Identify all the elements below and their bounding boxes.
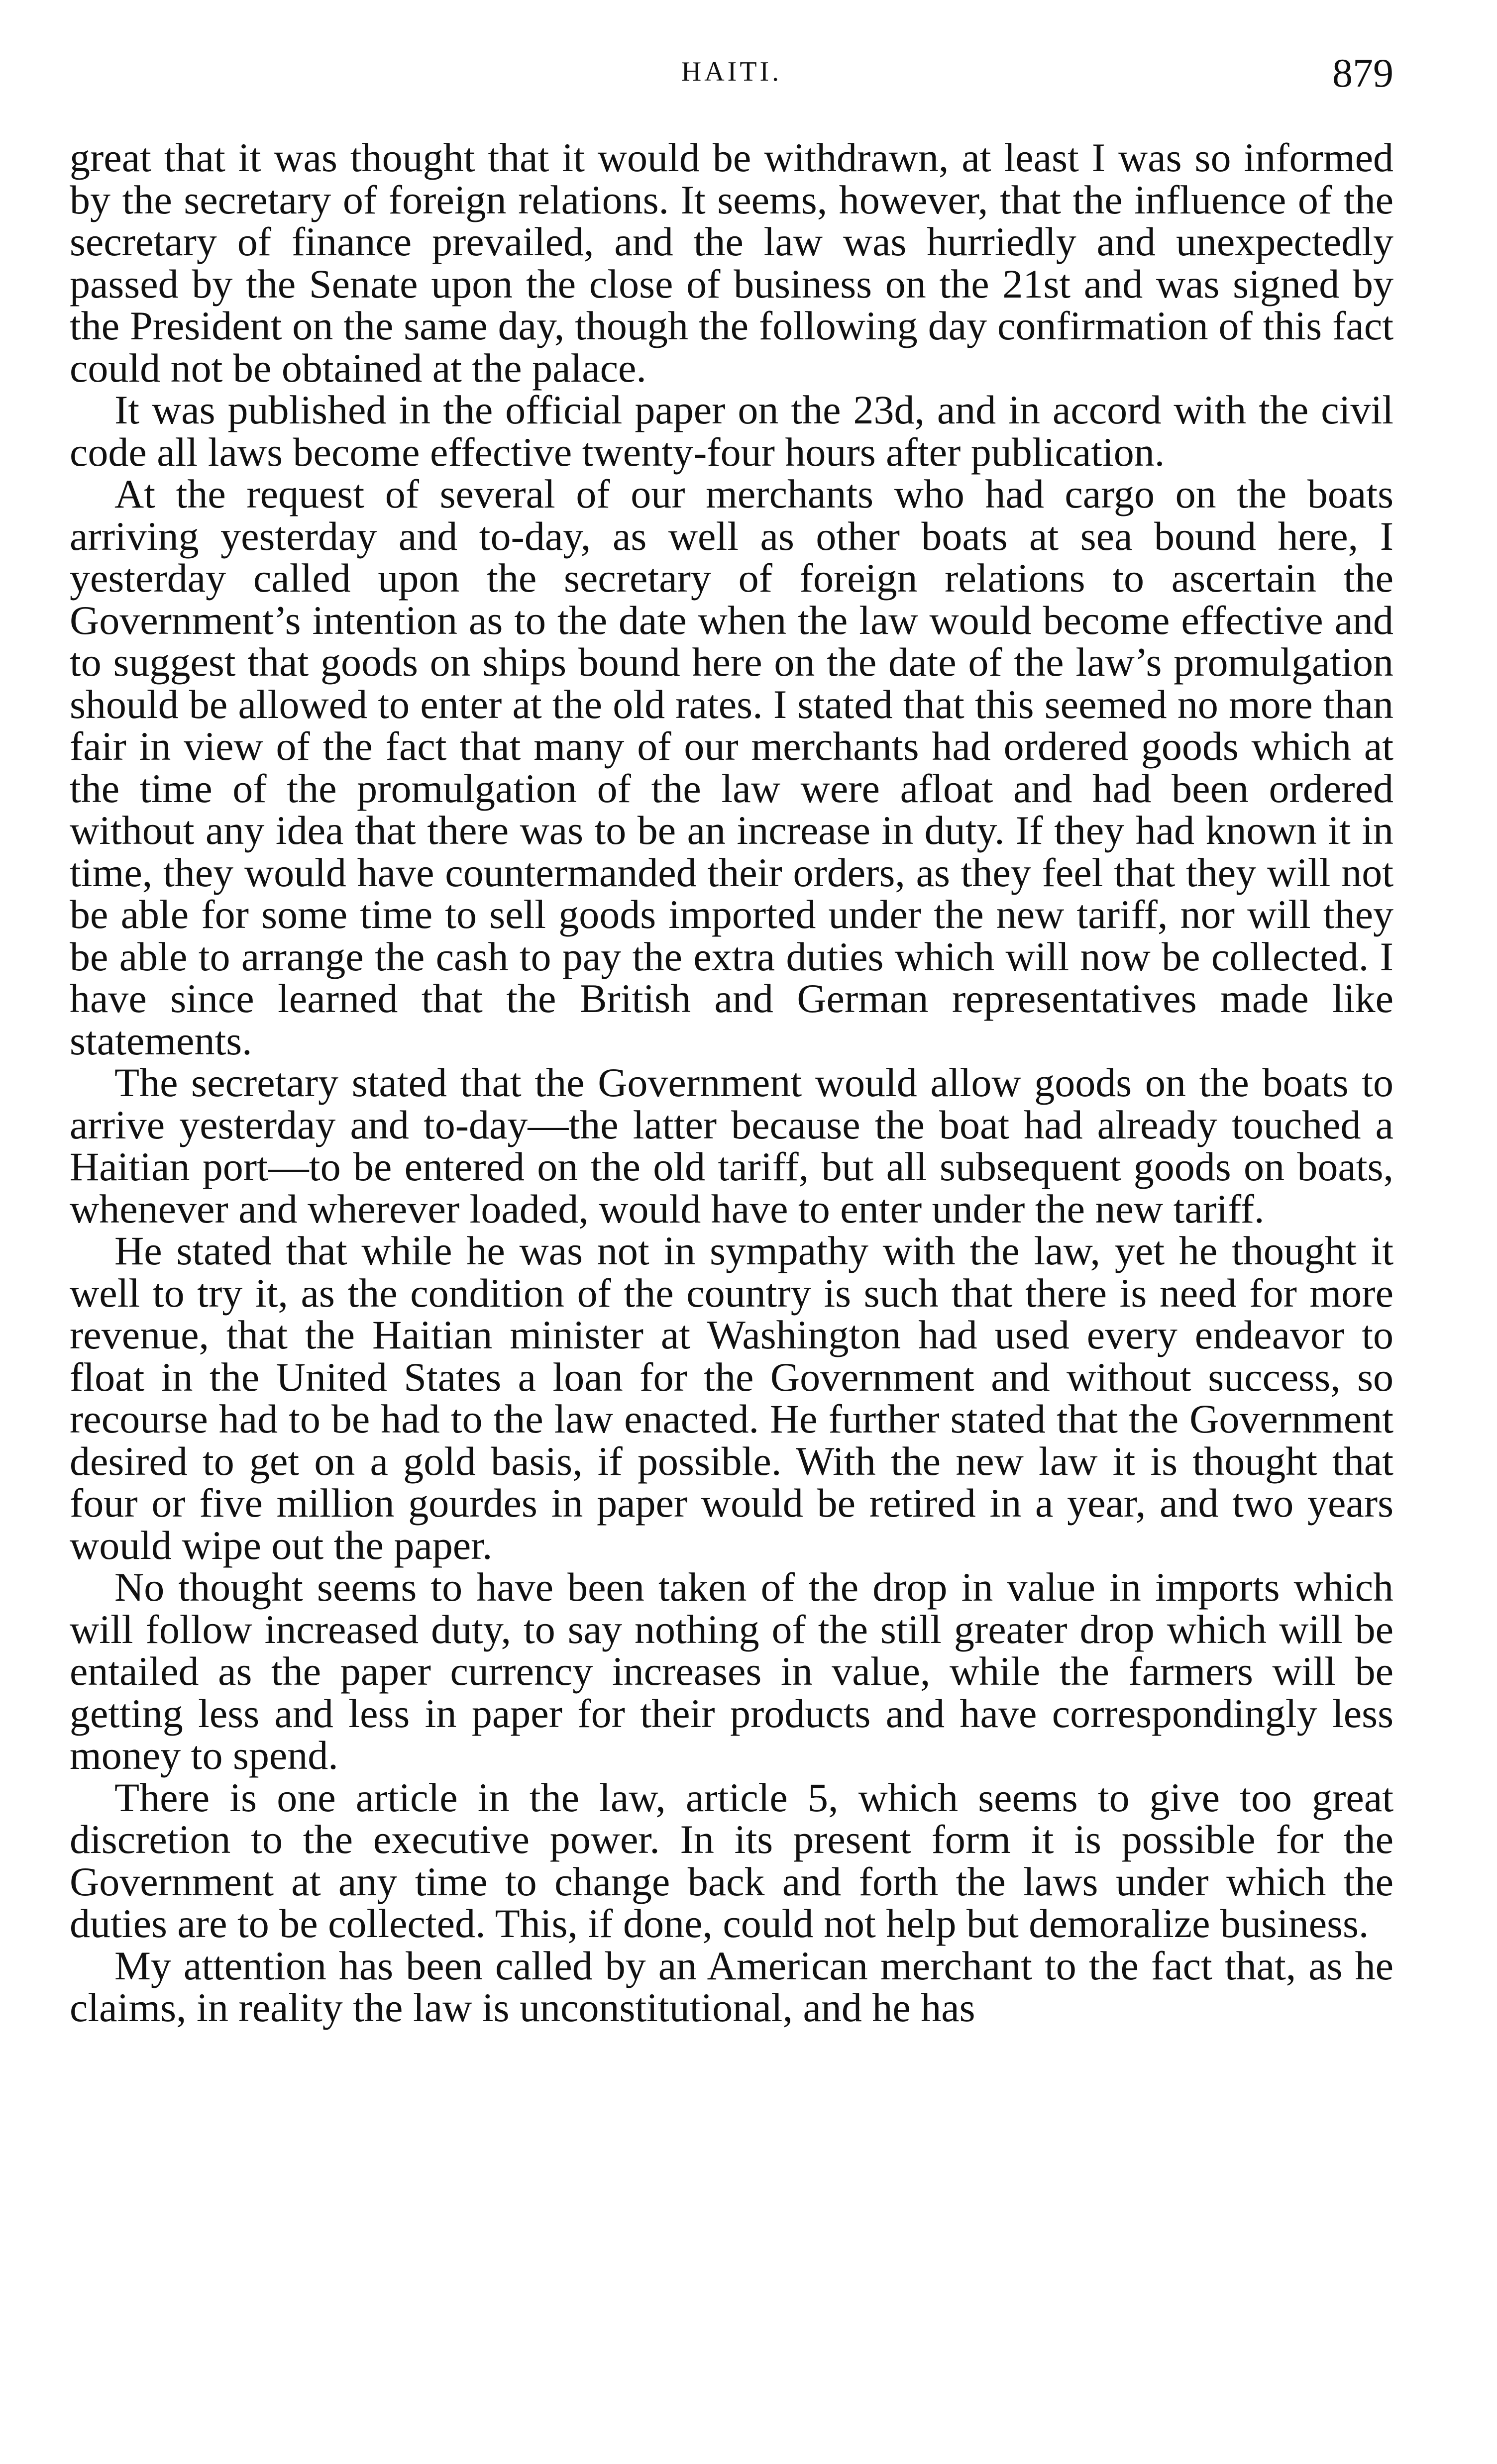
running-title: HAITI. bbox=[681, 56, 782, 87]
body-text bbox=[70, 137, 1393, 2029]
page-number: 879 bbox=[1332, 50, 1393, 96]
running-header bbox=[70, 50, 1393, 109]
paragraph: The secretary stated that the Government would allow goods on the boats to arrive yesterday and to-day—the latter because the boat had already touched a Haitian port—to be entered on the old tariff, but all subsequent goods on boats, whenever and wherever loaded, would have to enter under the new tariff. bbox=[70, 1060, 1393, 1232]
paragraph: He stated that while he was not in sympathy with the law, yet he thought it well to try it, as the condition of the country is such that there is need for more revenue, that the Haitian minister at Washington had used every endeavor to float in the United States a loan for the Government and without success, so recourse had to be had to the law enacted. He further stated that the Government desired to get on a gold basis, if possible. With the new law it is thought that four or five million gourdes in paper would be retired in a year, and two years would wipe out the paper. bbox=[70, 1228, 1393, 1568]
paragraph: At the request of several of our merchants who had cargo on the boats arriving yesterday and to-day, as well as other boats at sea bound here, I yesterday called upon the secretary of foreign relations to ascertain the Government’s intention as to the date when the law would become effective and to suggest that goods on ships bound here on the date of the law’s promulgation should be allowed to enter at the old rates. I stated that this seemed no more than fair in view of the fact that many of our merchants had ordered goods which at the time of the promulgation of the law were afloat and had been ordered without any idea that there was to be an increase in duty. If they had known it in time, they would have countermanded their orders, as they feel that they will not be able for some time to sell goods imported under the new tariff, nor will they be able to arrange the cash to pay the extra duties which will now be collected. I have since learned that the British and German representatives made like statements. bbox=[70, 471, 1393, 1063]
paragraph-continued: great that it was thought that it would be withdrawn, at least I was so informed by the secretary of foreign relations. It seems, however, that the influence of the secretary of finance prevailed, and the law was hurriedly and unexpectedly passed by the Senate upon the close of business on the 21st and was signed by the President on the same day, though the following day confirmation of this fact could not be obtained at the palace. bbox=[70, 135, 1393, 391]
paragraph: My attention has been called by an American merchant to the fact that, as he claims, in reality the law is unconstitutional, and he has bbox=[70, 1943, 1393, 2030]
paragraph: It was published in the official paper on the 23d, and in accord with the civil code all laws become effective twenty-four hours after publication. bbox=[70, 387, 1393, 475]
paragraph: No thought seems to have been taken of the drop in value in imports which will follow increased duty, to say nothing of the still greater drop which will be entailed as the paper currency increases in value, while the farmers will be getting less and less in paper for their products and have correspondingly less money to spend. bbox=[70, 1564, 1393, 1778]
paragraph: There is one article in the law, article 5, which seems to give too great discretion to the executive power. In its present form it is possible for the Government at any time to change back and forth the laws under which the duties are to be collected. This, if done, could not help but demoralize business. bbox=[70, 1774, 1393, 1946]
